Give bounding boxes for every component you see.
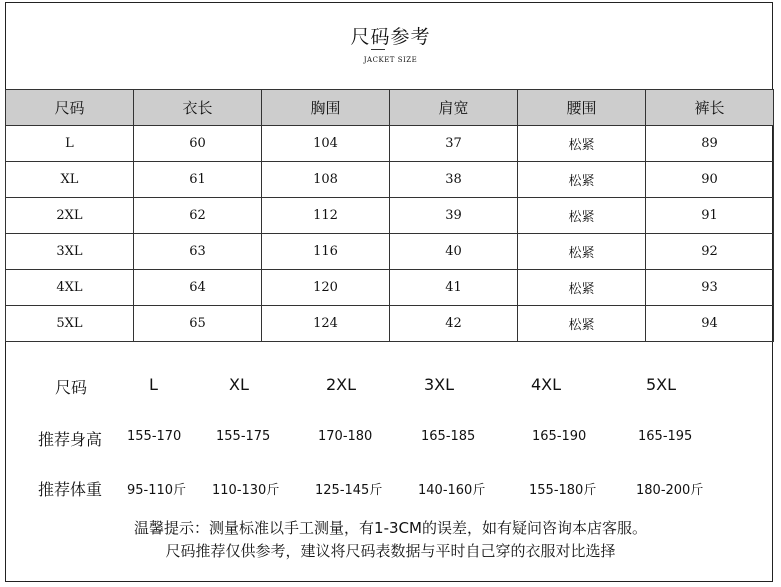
header-length: 衣长	[134, 90, 262, 126]
cell-waist: 松紧	[518, 162, 646, 198]
cell-waist: 松紧	[518, 126, 646, 162]
header-waist: 腰围	[518, 90, 646, 126]
header-size: 尺码	[6, 90, 134, 126]
cell-chest: 116	[262, 234, 390, 270]
cell-chest: 112	[262, 198, 390, 234]
table-row	[6, 306, 774, 342]
cell-size: 2XL	[6, 198, 134, 234]
recommend-size: 4XL	[531, 375, 562, 394]
page-title: 尺码参考	[350, 26, 431, 48]
cell-chest: 104	[262, 126, 390, 162]
header-pants-length: 裤长	[646, 90, 774, 126]
recommend-size: L	[149, 375, 158, 394]
recommend-height: 165-185	[421, 429, 476, 444]
title-underline	[371, 49, 385, 50]
cell-length: 61	[134, 162, 262, 198]
notice-line-2: 尺码推荐仅供参考，建议将尺码表数据与平时自己穿的衣服对比选择	[165, 542, 616, 560]
table-row	[6, 198, 774, 234]
header-chest: 胸围	[262, 90, 390, 126]
cell-chest: 108	[262, 162, 390, 198]
recommend-height: 165-190	[532, 429, 587, 444]
recommend-size: 2XL	[326, 375, 357, 394]
recommend-weight: 155-180斤	[529, 483, 597, 498]
cell-length: 64	[134, 270, 262, 306]
table-row	[6, 126, 774, 162]
recommend-height: 155-175	[216, 429, 271, 444]
recommend-weight: 110-130斤	[212, 483, 280, 498]
cell-pants-length: 89	[646, 126, 774, 162]
cell-pants-length: 94	[646, 306, 774, 342]
recommend-height: 155-170	[127, 429, 182, 444]
cell-pants-length: 92	[646, 234, 774, 270]
cell-chest: 120	[262, 270, 390, 306]
recommend-size: 3XL	[424, 375, 455, 394]
cell-pants-length: 93	[646, 270, 774, 306]
recommend-size: XL	[229, 375, 249, 394]
cell-waist: 松紧	[518, 306, 646, 342]
cell-chest: 124	[262, 306, 390, 342]
cell-length: 63	[134, 234, 262, 270]
recommend-size: 5XL	[646, 375, 677, 394]
cell-waist: 松紧	[518, 234, 646, 270]
recommend-height: 170-180	[318, 429, 373, 444]
cell-size: 5XL	[6, 306, 134, 342]
cell-size: L	[6, 126, 134, 162]
cell-shoulder: 39	[390, 198, 518, 234]
cell-pants-length: 91	[646, 198, 774, 234]
recommend-weight: 140-160斤	[418, 483, 486, 498]
cell-size: XL	[6, 162, 134, 198]
cell-waist: 松紧	[518, 270, 646, 306]
cell-waist: 松紧	[518, 198, 646, 234]
table-row	[6, 270, 774, 306]
cell-shoulder: 37	[390, 126, 518, 162]
cell-shoulder: 41	[390, 270, 518, 306]
table-row	[6, 234, 774, 270]
recommend-weight: 180-200斤	[636, 483, 704, 498]
cell-length: 65	[134, 306, 262, 342]
notice-line-1: 温馨提示：测量标准以手工测量，有1-3CM的误差，如有疑问咨询本店客服。	[134, 519, 647, 537]
size-table-header-row	[6, 90, 774, 126]
size-table	[5, 89, 774, 342]
recommend-height: 165-195	[638, 429, 693, 444]
cell-shoulder: 38	[390, 162, 518, 198]
cell-shoulder: 42	[390, 306, 518, 342]
header-shoulder: 肩宽	[390, 90, 518, 126]
recommend-weight-label: 推荐体重	[38, 480, 103, 499]
recommend-size-label: 尺码	[55, 378, 88, 397]
cell-pants-length: 90	[646, 162, 774, 198]
cell-shoulder: 40	[390, 234, 518, 270]
recommend-weight: 95-110斤	[127, 483, 187, 498]
cell-size: 4XL	[6, 270, 134, 306]
cell-size: 3XL	[6, 234, 134, 270]
table-row	[6, 162, 774, 198]
cell-length: 62	[134, 198, 262, 234]
recommend-height-label: 推荐身高	[38, 430, 103, 449]
cell-length: 60	[134, 126, 262, 162]
page-subtitle: JACKET SIZE	[363, 56, 418, 64]
recommend-weight: 125-145斤	[315, 483, 383, 498]
